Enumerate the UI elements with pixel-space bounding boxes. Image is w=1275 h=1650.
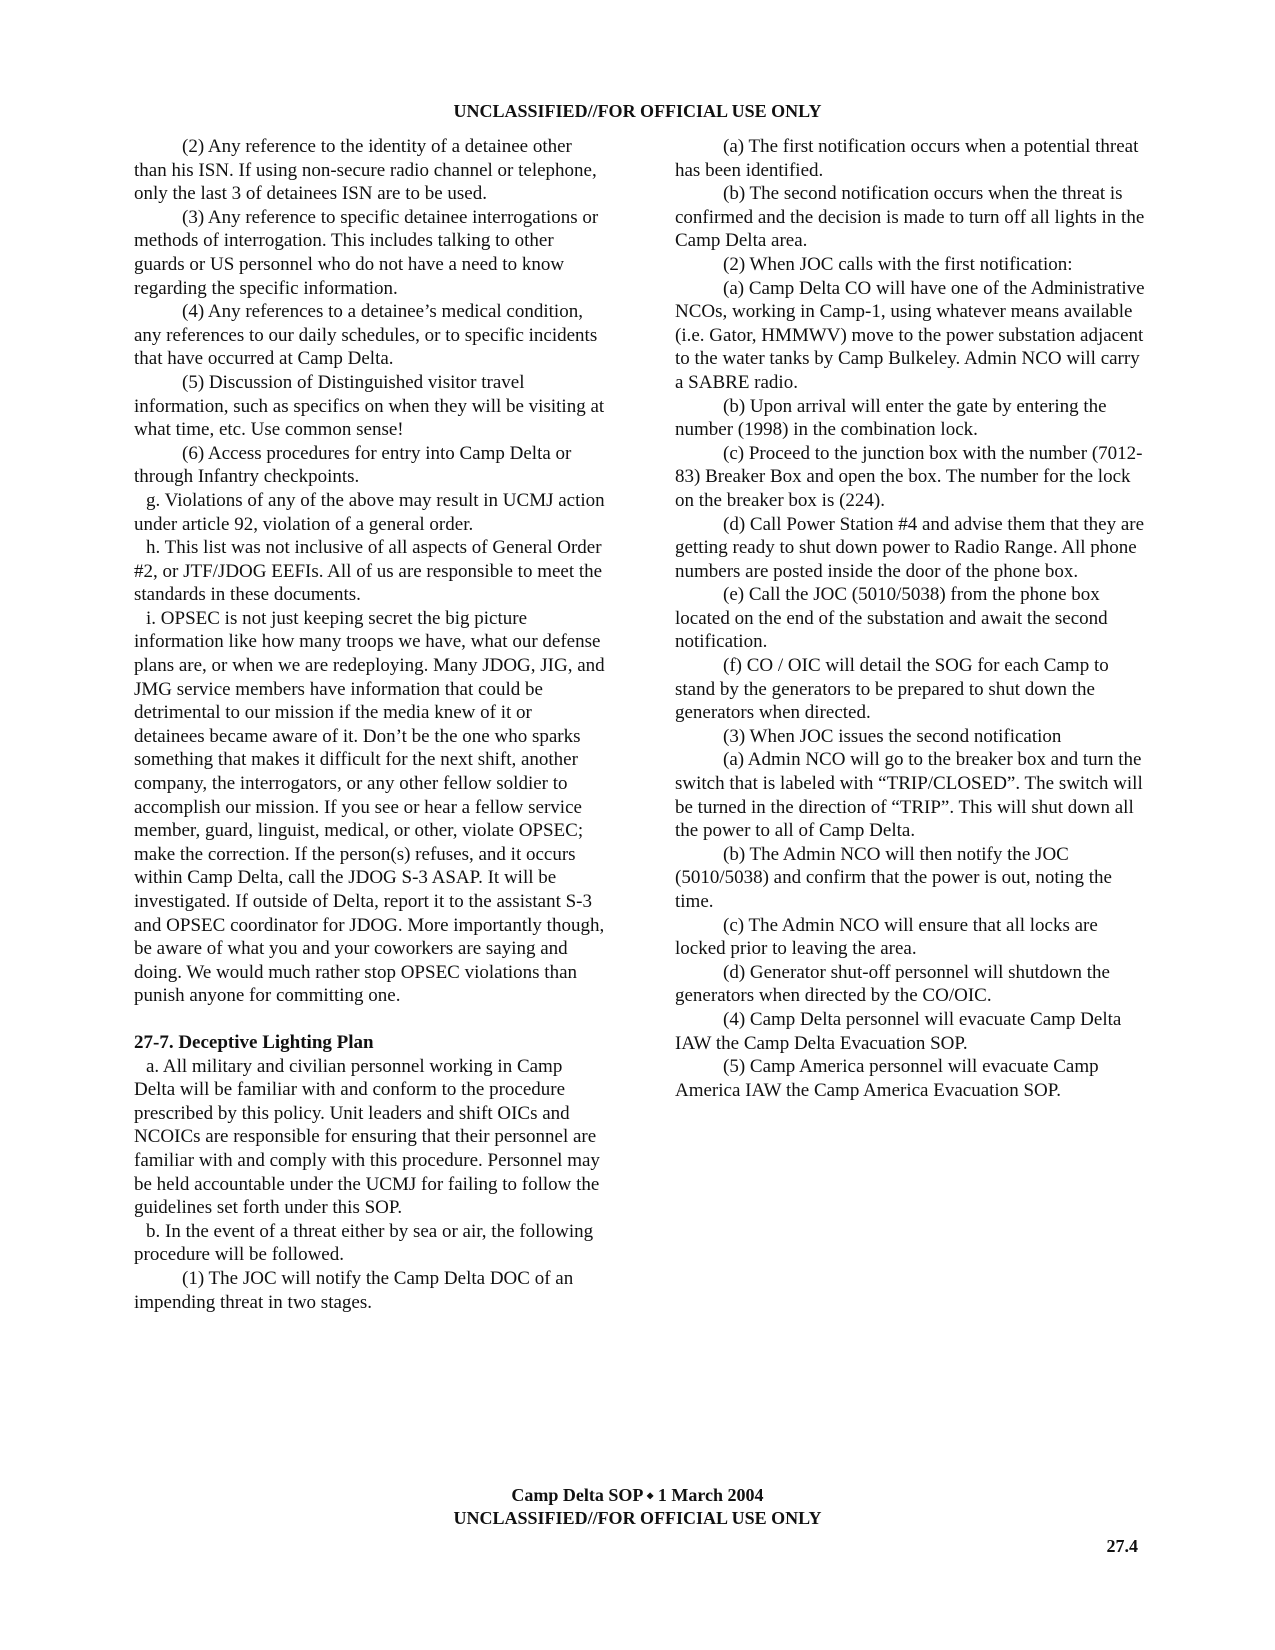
paragraph-item-6: (6) Access procedures for entry into Camp Delta or through Infantry checkpoints. — [134, 442, 572, 488]
page-number: 27.4 — [1106, 1536, 1138, 1556]
paragraph-sub-f: (f) CO / OIC will detail the SOG for each Camp to stand by the generators to be prepared to shut down the generators when directed. — [675, 655, 1109, 724]
paragraph-sub-b: (b) Upon arrival will enter the gate by entering the number (1998) in the combination lock. — [675, 395, 1107, 441]
paragraph-sub-b: (b) The Admin NCO will then notify the JOC (5010/5038) and confirm that the power is out, noting the time. — [675, 843, 1112, 912]
paragraph-sub-e: (e) Call the JOC (5010/5038) from the phone box located on the end of the substation and await the second notification. — [675, 584, 1108, 653]
paragraph-sub-c: (c) Proceed to the junction box with the number (7012-83) Breaker Box and open the box. The number for the lock on the breaker box is (224). — [675, 442, 1143, 511]
right-column — [675, 135, 1147, 1102]
section-heading: 27-7. Deceptive Lighting Plan — [134, 1031, 374, 1053]
paragraph-sub-b: (b) The second notification occurs when the threat is confirmed and the decision is made to turn off all lights in the Camp Delta area. — [675, 183, 1145, 252]
paragraph-sub-a: (a) Admin NCO will go to the breaker box and turn the switch that is labeled with “TRIP/CLOSED”. The switch will be turned in the direction of “TRIP”. This will shut down all the power to all of Camp Delta. — [675, 749, 1143, 842]
paragraph-sub-d: (d) Generator shut-off personnel will shutdown the generators when directed by the CO/OIC. — [675, 961, 1110, 1007]
paragraph-item-3: (3) When JOC issues the second notification — [723, 725, 1062, 747]
left-column — [134, 135, 606, 1314]
paragraph-item-4: (4) Camp Delta personnel will evacuate Camp Delta IAW the Camp Delta Evacuation SOP. — [675, 1008, 1122, 1054]
paragraph-sub-d: (d) Call Power Station #4 and advise them that they are getting ready to shut down power to Radio Range. All phone numbers are posted inside the door of the phone box. — [675, 513, 1145, 582]
paragraph-sub-c: (c) The Admin NCO will ensure that all locks are locked prior to leaving the area. — [675, 914, 1098, 960]
footer-classification: UNCLASSIFIED//FOR OFFICIAL USE ONLY — [453, 1508, 822, 1528]
paragraph-sub-a: (a) The first notification occurs when a potential threat has been identified. — [675, 136, 1139, 181]
paragraph-item-4: (4) Any references to a detainee’s medical condition, any references to our daily schedules, or to specific incidents that have occurred at Camp Delta. — [134, 301, 598, 370]
paragraph-i: i. OPSEC is not just keeping secret the big picture information like how many troops we have, what our defense plans are, or when we are redeploying. Many JDOG, JIG, and JMG service members have information that could be detrimental to our mission if the media knew of it or detainees became aware of it. Don’t be the one who sparks something that makes it difficult for the next shift, another company, the interrogators, or any other fellow soldier to accomplish our mission. If you see or hear a fellow service member, guard, linguist, medical, or other, violate OPSEC; make the correction. If the person(s) refuses, and it occurs within Camp Delta, call the JDOG S-3 ASAP. It will be investigated. If outside of Delta, report it to the assistant S-3 and OPSEC coordinator for JDOG. More importantly though, be aware of what you and your coworkers are saying and doing. We would much rather stop OPSEC violations than punish anyone for committing one. — [134, 607, 605, 1007]
paragraph-item-1: (1) The JOC will notify the Camp Delta DOC of an impending threat in two stages. — [134, 1267, 574, 1313]
classification-header: UNCLASSIFIED//FOR OFFICIAL USE ONLY — [453, 101, 822, 121]
paragraph-item-3: (3) Any reference to specific detainee interrogations or methods of interrogation. This includes talking to other guards or US personnel who do not have a need to know regarding the specific information. — [134, 206, 599, 299]
paragraph-g: g. Violations of any of the above may result in UCMJ action under article 92, violation of a general order. — [134, 489, 605, 535]
paragraph-b: b. In the event of a threat either by sea or air, the following procedure will be followed. — [134, 1220, 594, 1266]
paragraph-a: a. All military and civilian personnel working in Camp Delta will be familiar with and conform to the procedure prescribed by this policy. Unit leaders and shift OICs and NCOICs are responsible for ensuring that their personnel are familiar with and comply with this procedure. Personnel may be held accountable under the UCMJ for failing to follow the guidelines set forth under this SOP. — [134, 1055, 600, 1219]
paragraph-item-5: (5) Camp America personnel will evacuate Camp America IAW the Camp America Evacuation SOP. — [675, 1056, 1099, 1101]
paragraph-item-2: (2) When JOC calls with the first notification: — [723, 253, 1073, 275]
paragraph-item-2: (2) Any reference to the identity of a detainee other than his ISN. If using non-secure radio channel or telephone, only the last 3 of detainees ISN are to be used. — [134, 136, 597, 205]
paragraph-h: h. This list was not inclusive of all aspects of General Order #2, or JTF/JDOG EEFIs. All of us are responsible to meet the standards in these documents. — [134, 537, 603, 606]
page-footer — [0, 1484, 1275, 1530]
paragraph-item-5: (5) Discussion of Distinguished visitor travel information, such as specifics on when they will be visiting at what time, etc. Use common sense! — [134, 371, 605, 441]
footer-title: Camp Delta SOP ⬩ 1 March 2004 — [511, 1485, 764, 1505]
paragraph-sub-a: (a) Camp Delta CO will have one of the Administrative NCOs, working in Camp-1, using whatever means available (i.e. Gator, HMMWV) move to the power substation adjacent to the water tanks by Camp Bulkeley. Admin NCO will carry a SABRE radio. — [675, 277, 1145, 393]
